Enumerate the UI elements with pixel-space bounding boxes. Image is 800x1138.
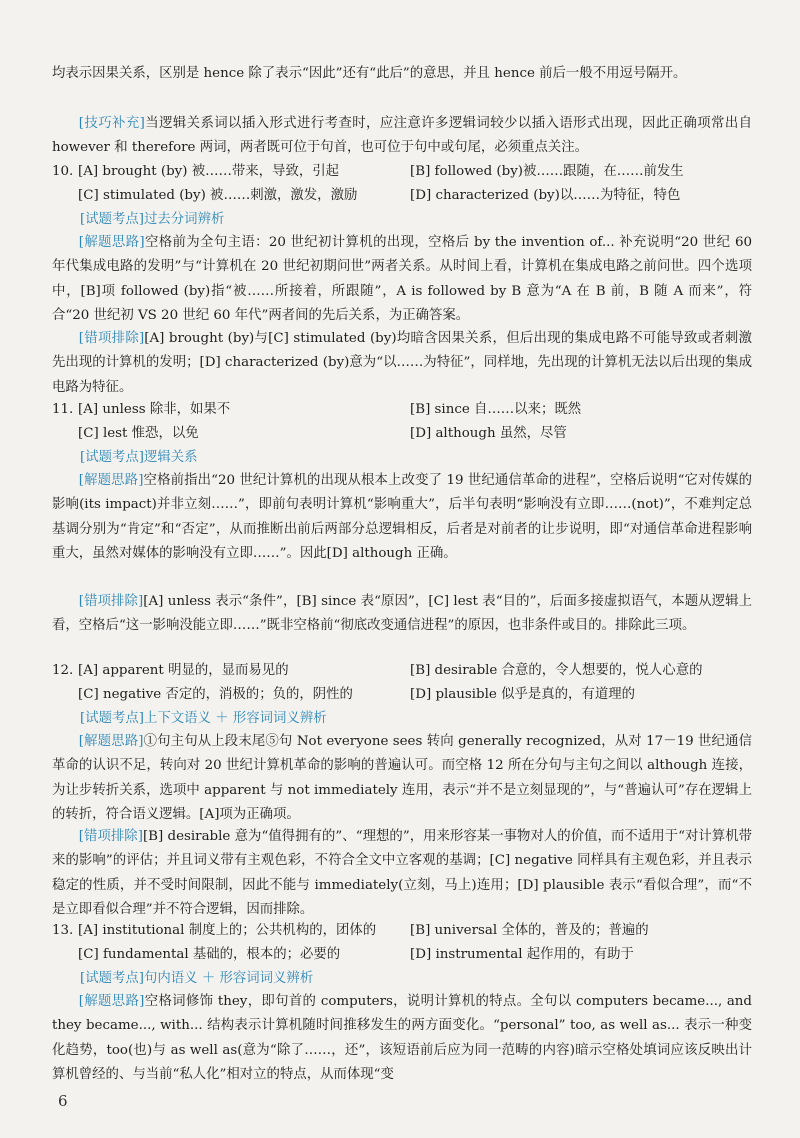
option-a: [A] brought (by) 被……带来，导致，引起: [78, 164, 340, 179]
question-number: 12.: [52, 663, 74, 678]
intro-paragraph: 均表示因果关系，区别是 hence 除了表示“因此”还有“此后”的意思，并且 hence 前后一般不用逗号隔开。: [52, 66, 687, 81]
q13-reasoning: [解题思路]空格词修饰 they，即句首的 computers，说明计算机的特点。全句以 computers became..., and they became..., with... 结构表示计算机随时间推移发生的两方面变化。“personal” too, as well as... 表示一种变化趋势，too(也)与 as well as(意为“除了……，还”，该短语前后应为同一范畴的内容)暗示空格处填词应该反映出计算机曾经的、与当前“私人化”相对立的特点，从而体现“变: [52, 994, 752, 1083]
q13-test-point: [试题考点]句内语义 ＋ 形容词词义辨析: [80, 971, 314, 986]
option-a: [A] institutional 制度上的；公共机构的，团体的: [78, 923, 377, 938]
page-number: 6: [58, 1092, 68, 1110]
option-b: [B] desirable 合意的，令人想要的，悦人心意的: [410, 663, 703, 678]
q11-reasoning: [解题思路]空格前指出“20 世纪计算机的出现从根本上改变了 19 世纪通信革命的进程”，空格后说明“它对传媒的影响(its impact)并非立刻……”，即前句表明计算机“影响重大”，后半句表明“影响没有立即……(not)”，不难判定总基调分别为“肯定”和“否定”，从而推断出前后两部分总逻辑相反，后者是对前者的让步说明，即“对通信革命进程影响重大，虽然对媒体的影响没有立即……”。因此[D] although 正确。: [52, 473, 752, 562]
option-d: [D] characterized (by)以……为特征，特色: [410, 188, 681, 203]
q12-elimination: [错项排除][B] desirable 意为“值得拥有的”、“理想的”，用来形容某一事物对人的价值，而不适用于“对计算机带来的影响”的评估；并且词义带有主观色彩，不符合全文中立客观的基调；[C] negative 同样具有主观色彩，并且表示稳定的性质，并不受时间限制，因此不能与 immediately(立刻，马上)连用；[D] plausible 表示“看似合理”，而“不是立即看似合理”并不符合逻辑，因而排除。: [52, 829, 753, 918]
option-c: [C] lest 惟恐，以免: [78, 426, 199, 441]
tip-paragraph: [52, 112, 752, 161]
option-c: [C] fundamental 基础的，根本的；必要的: [78, 947, 341, 962]
q12-reasoning: [解题思路]①句主句从上段末尾⑤句 Not everyone sees 转向 generally recognized，从对 17－19 世纪通信革命的认识不足，转向对 20 世纪计算机革命的影响的普遍认可。而空格 12 所在分句与主句之间以 although 连接，为让步转折关系，选项中 apparent 与 not immediately 连用，表示“并不是立刻显现的”，与“普遍认可”存在逻辑上的转折，符合语义逻辑。[A]项为正确项。: [52, 734, 752, 823]
tip-text: 当逻辑关系词以插入形式进行考查时，应注意许多逻辑词较少以插入语形式出现，因此正确项常出自 however 和 therefore 两词，两者既可位于句首，也可位于句中或句尾，必须重点关注。: [52, 116, 753, 156]
tip-tag: [技巧补充]: [78, 116, 145, 131]
q10-test-point: [试题考点]过去分词辨析: [80, 212, 225, 227]
option-c: [C] negative 否定的，消极的；负的，阴性的: [78, 687, 353, 702]
option-d: [D] although 虽然，尽管: [410, 426, 567, 441]
q10-reasoning: [解题思路]空格前为全句主语：20 世纪初计算机的出现，空格后 by the invention of... 补充说明“20 世纪 60 年代集成电路的发明”与“计算机在 20 世纪初期问世”两者关系。从时间上看，计算机在集成电路之前问世。四个选项中，[B]项 followed (by)指“被……所接着，所跟随”，A is followed by B 意为“A 在 B 前，B 随 A 而来”，符合“20 世纪初 VS 20 世纪 60 年代”两者间的先后关系，为正确答案。: [52, 235, 752, 324]
q10-elimination: [错项排除][A] brought (by)与[C] stimulated (by)均暗含因果关系，但后出现的集成电路不可能导致或者刺激先出现的计算机的发明；[D] characterized (by)意为“以……为特征”，同样地，先出现的计算机无法以后出现的集成电路为特征。: [52, 331, 752, 395]
option-d: [D] plausible 似乎是真的，有道理的: [410, 687, 635, 702]
option-a: [A] apparent 明显的，显而易见的: [78, 663, 289, 678]
option-a: [A] unless 除非，如果不: [78, 402, 231, 417]
option-c: [C] stimulated (by) 被……刺激，激发，激励: [78, 188, 358, 203]
q11-elimination: [错项排除][A] unless 表示“条件”，[B] since 表“原因”，[C] lest 表“目的”，后面多接虚拟语气，本题从逻辑上看，空格后“这一影响没能立即……”既非空格前“彻底改变通信进程”的原因，也非条件或目的。排除此三项。: [52, 594, 753, 634]
q11-test-point: [试题考点]逻辑关系: [80, 450, 198, 465]
q12-test-point: [试题考点]上下文语义 ＋ 形容词词义辨析: [80, 711, 327, 726]
question-number: 13.: [52, 923, 74, 938]
option-b: [B] followed (by)被……跟随，在……前发生: [410, 164, 684, 179]
option-d: [D] instrumental 起作用的，有助于: [410, 947, 634, 962]
question-number: 11.: [52, 402, 74, 417]
option-b: [B] since 自……以来；既然: [410, 402, 582, 417]
option-b: [B] universal 全体的，普及的；普遍的: [410, 923, 649, 938]
question-number: 10.: [52, 164, 74, 179]
